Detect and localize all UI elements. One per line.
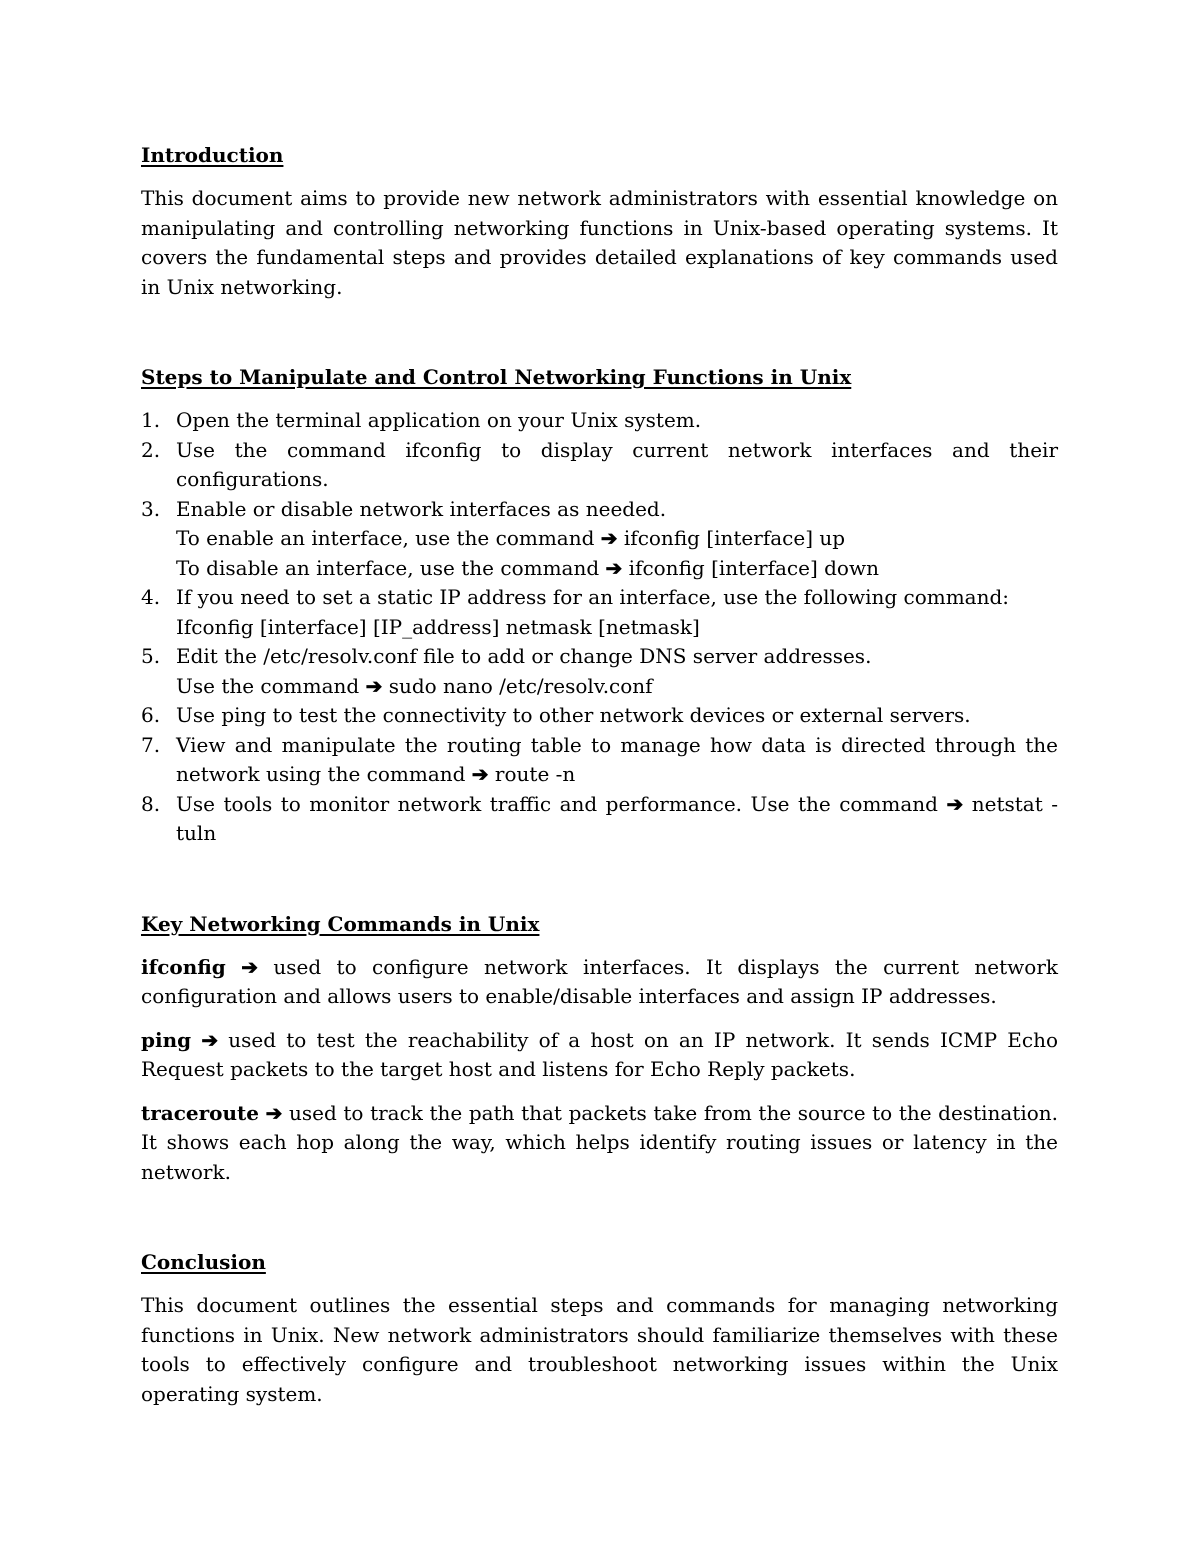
list-item: 1. Open the terminal application on your Unix system. xyxy=(141,408,702,432)
arrow-icon: ➔ xyxy=(605,555,623,580)
arrow-icon: ➔ xyxy=(600,526,618,550)
list-item: 3. Enable or disable network interfaces as needed. To enable an interface, use the command ➔ ifconfig [interface] up To disable an interface, use the command ➔ ifconfig [interface] down xyxy=(141,496,879,580)
arrow-icon: ➔ xyxy=(265,1100,283,1125)
list-item: 7. View and manipulate the routing table to manage how data is directed through the network using the command ➔ route -n xyxy=(141,732,1058,786)
arrow-icon: ➔ xyxy=(365,673,383,698)
command-entry-ifconfig: ifconfig ➔ used to configure network interfaces. It displays the current network configuration and allows users to enable/disable interfaces and assign IP addresses. xyxy=(141,954,1059,1008)
introduction-heading: Introduction xyxy=(141,143,284,167)
list-item: 2. Use the command ifconfig to display current network interfaces and their configurations. xyxy=(141,437,1058,491)
arrow-icon: ➔ xyxy=(471,762,489,786)
list-item: 4. If you need to set a static IP address for an interface, use the following command: Ifconfig [interface] [IP_address] netmask [netmask] xyxy=(141,585,1010,639)
conclusion-section xyxy=(141,1247,1058,1409)
arrow-icon: ➔ xyxy=(946,791,964,816)
command-entry-traceroute: traceroute ➔ used to track the path that packets take from the source to the destination. It shows each hop along the way, which helps identify routing issues or latency in the network. xyxy=(141,1100,1059,1184)
steps-list xyxy=(141,406,1058,849)
document-page xyxy=(141,140,1058,1469)
command-entry-ping: ping ➔ used to test the reachability of a host on an IP network. It sends ICMP Echo Request packets to the target host and listens for Echo Reply packets. xyxy=(141,1027,1059,1081)
introduction-section xyxy=(141,140,1058,302)
introduction-text: This document aims to provide new network administrators with essential knowledge on manipulating and controlling networking functions in Unix-based operating systems. It covers the fundamental steps and provides detailed explanations of key commands used in Unix networking. xyxy=(141,186,1058,299)
steps-section xyxy=(141,362,1058,849)
conclusion-text: This document outlines the essential steps and commands for managing networking functions in Unix. New network administrators should familiarize themselves with these tools to effectively configure and troubleshoot networking issues within the Unix operating system. xyxy=(141,1293,1058,1406)
list-item: 5. Edit the /etc/resolv.conf file to add or change DNS server addresses. Use the command ➔ sudo nano /etc/resolv.conf xyxy=(141,644,872,698)
commands-heading: Key Networking Commands in Unix xyxy=(141,911,540,936)
conclusion-heading: Conclusion xyxy=(141,1250,266,1274)
list-item: 6. Use ping to test the connectivity to other network devices or external servers. xyxy=(141,703,971,727)
arrow-icon: ➔ xyxy=(201,1027,219,1052)
steps-heading: Steps to Manipulate and Control Networking Functions in Unix xyxy=(141,365,852,389)
arrow-icon: ➔ xyxy=(241,954,258,979)
commands-section xyxy=(141,909,1058,1188)
list-item: 8. Use tools to monitor network traffic and performance. Use the command ➔ netstat -tuln xyxy=(141,791,1059,845)
